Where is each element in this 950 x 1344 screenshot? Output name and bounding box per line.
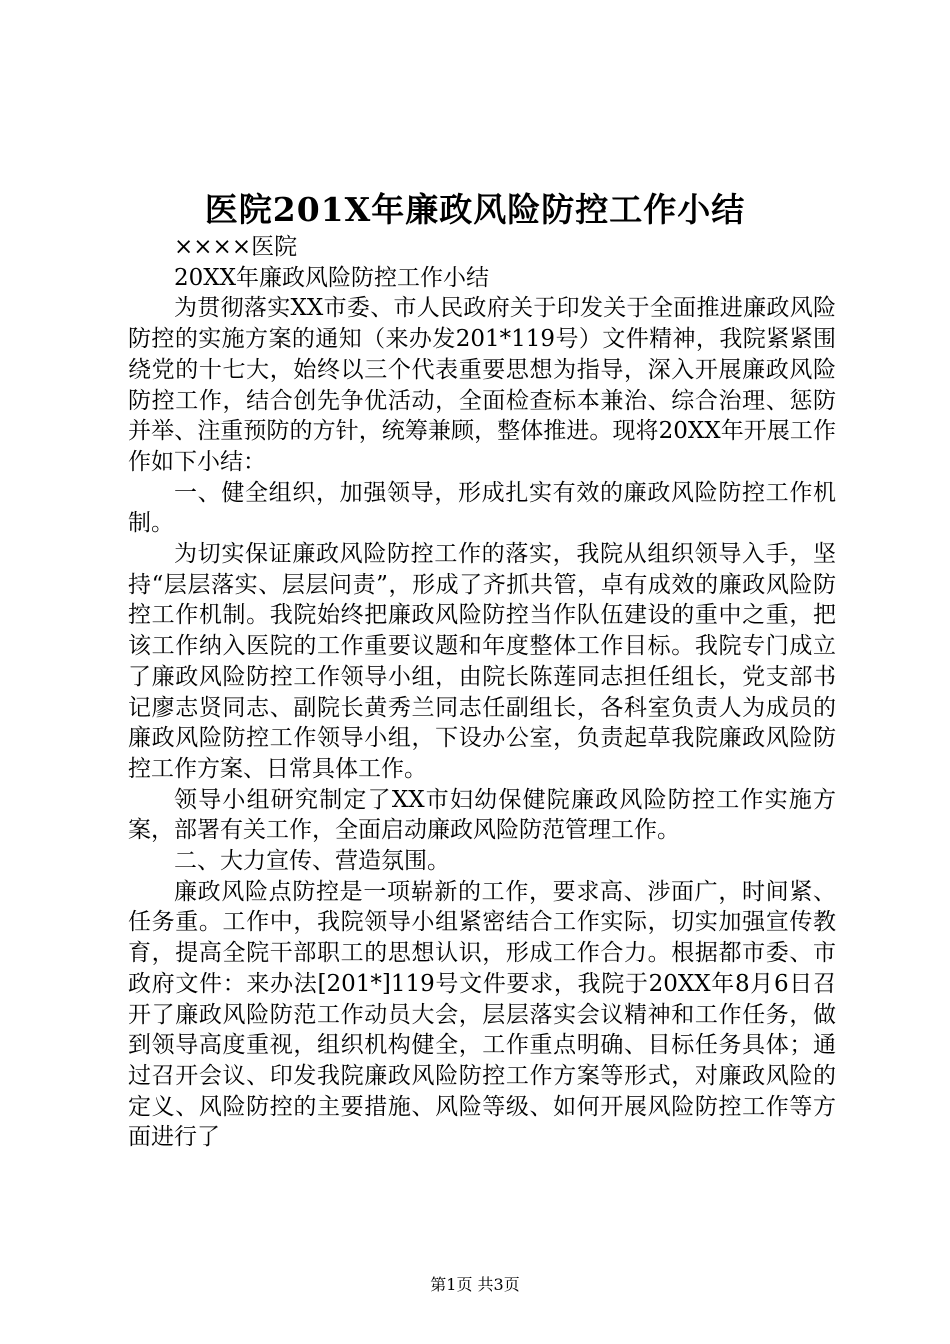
section-2-paragraph: 廉政风险点防控是一项崭新的工作，要求高、涉面广，时间紧、任务重。工作中，我院领导小组紧密结合工作实际，切实加强宣传教育，提高全院干部职工的思想认识，形成工作合力。根据都市委、市政府文件：来办法[201*]119号文件要求，我院于20XX年8月6日召开了廉政风险防范工作动员大会，层层落实会议精神和工作任务，做到领导高度重视，组织机构健全，工作重点明确、目标任务具体；通过召开会议、印发我院廉政风险防控工作方案等形式，对廉政风险的定义、风险防控的主要措施、风险等级、如何开展风险防控工作等方面进行了 xyxy=(128,878,836,1151)
hospital-name-line: ××××医院 xyxy=(174,234,298,260)
summary-subtitle-line: 20XX年廉政风险防控工作小结 xyxy=(174,264,490,291)
section-heading-1: 一、健全组织，加强领导，形成扎实有效的廉政风险防控工作机制。 xyxy=(128,479,836,537)
document-title: 医院201X年廉政风险防控工作小结 xyxy=(204,190,746,229)
section-1-paragraph: 为切实保证廉政风险防控工作的落实，我院从组织领导入手，坚持“层层落实、层层问责”，形成了齐抓共管，卓有成效的廉政风险防控工作机制。我院始终把廉政风险防控当作队伍建设的重中之重，把该工作纳入医院的工作重要议题和年度整体工作目标。我院专门成立了廉政风险防控工作领导小组，由院长陈莲同志担任组长，党支部书记廖志贤同志、副院长黄秀兰同志任副组长，各科室负责人为成员的廉政风险防控工作领导小组，下设办公室，负责起草我院廉政风险防控工作方案、日常具体工作。 xyxy=(128,541,836,782)
intro-paragraph: 为贯彻落实XX市委、市人民政府关于印发关于全面推进廉政风险防控的实施方案的通知（来办发201*119号）文件精神，我院紧紧围绕党的十七大，始终以三个代表重要思想为指导，深入开展廉政风险防控工作，结合创先争优活动，全面检查标本兼治、综合治理、惩防并举、注重预防的方针，统筹兼顾，整体推进。现将20XX年开展工作作如下小结： xyxy=(128,295,836,475)
section-1-followup-paragraph: 领导小组研究制定了XX市妇幼保健院廉政风险防控工作实施方案，部署有关工作，全面启动廉政风险防范管理工作。 xyxy=(128,786,836,844)
section-heading-2: 二、大力宣传、营造氛围。 xyxy=(174,848,450,875)
page-number-footer: 第1页 共3页 xyxy=(430,1275,520,1294)
document-body xyxy=(128,232,836,1153)
